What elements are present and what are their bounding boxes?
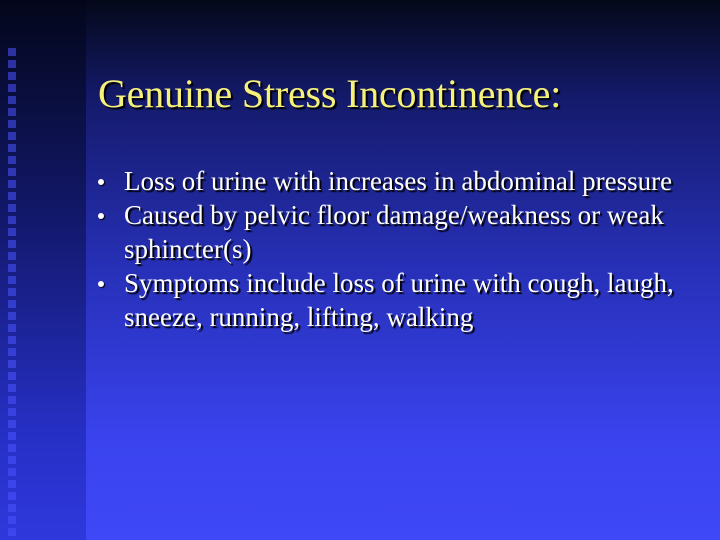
decorative-square xyxy=(8,312,16,320)
bullet-list xyxy=(98,164,708,334)
decorative-square xyxy=(8,144,16,152)
decorative-square xyxy=(8,396,16,404)
decorative-square xyxy=(8,408,16,416)
bullet-icon xyxy=(98,179,104,185)
decorative-square xyxy=(8,528,16,536)
decorative-square xyxy=(8,480,16,488)
decorative-square xyxy=(8,84,16,92)
bullet-item xyxy=(98,164,708,198)
decorative-square xyxy=(8,108,16,116)
decorative-square xyxy=(8,96,16,104)
decorative-square xyxy=(8,360,16,368)
decorative-square xyxy=(8,516,16,524)
decorative-square xyxy=(8,192,16,200)
decorative-square xyxy=(8,156,16,164)
decorative-square xyxy=(8,240,16,248)
decorative-square xyxy=(8,168,16,176)
decorative-square xyxy=(8,120,16,128)
decorative-square xyxy=(8,288,16,296)
decorative-square xyxy=(8,300,16,308)
decorative-square xyxy=(8,132,16,140)
decorative-square xyxy=(8,348,16,356)
decorative-square xyxy=(8,72,16,80)
decorative-square xyxy=(8,468,16,476)
decorative-square-column xyxy=(4,48,20,540)
bullet-text: Caused by pelvic floor damage/weakness or weak sphincter(s) xyxy=(124,200,664,264)
left-decorative-band xyxy=(0,0,86,540)
bullet-icon xyxy=(98,281,104,287)
decorative-square xyxy=(8,444,16,452)
decorative-square xyxy=(8,180,16,188)
decorative-square xyxy=(8,204,16,212)
bullet-text: Symptoms include loss of urine with cough, laugh, sneeze, running, lifting, walking xyxy=(124,268,674,332)
bullet-text: Loss of urine with increases in abdominal pressure xyxy=(124,166,673,196)
decorative-square xyxy=(8,384,16,392)
decorative-square xyxy=(8,372,16,380)
decorative-square xyxy=(8,336,16,344)
slide-title: Genuine Stress Incontinence: xyxy=(98,71,562,116)
decorative-square xyxy=(8,276,16,284)
decorative-square xyxy=(8,432,16,440)
decorative-square xyxy=(8,420,16,428)
decorative-square xyxy=(8,228,16,236)
decorative-square xyxy=(8,324,16,332)
decorative-square xyxy=(8,216,16,224)
decorative-square xyxy=(8,456,16,464)
decorative-square xyxy=(8,48,16,56)
bullet-item xyxy=(98,266,708,334)
decorative-square xyxy=(8,504,16,512)
decorative-square xyxy=(8,492,16,500)
bullet-icon xyxy=(98,213,104,219)
decorative-square xyxy=(8,264,16,272)
decorative-square xyxy=(8,252,16,260)
bullet-item xyxy=(98,198,708,266)
decorative-square xyxy=(8,60,16,68)
